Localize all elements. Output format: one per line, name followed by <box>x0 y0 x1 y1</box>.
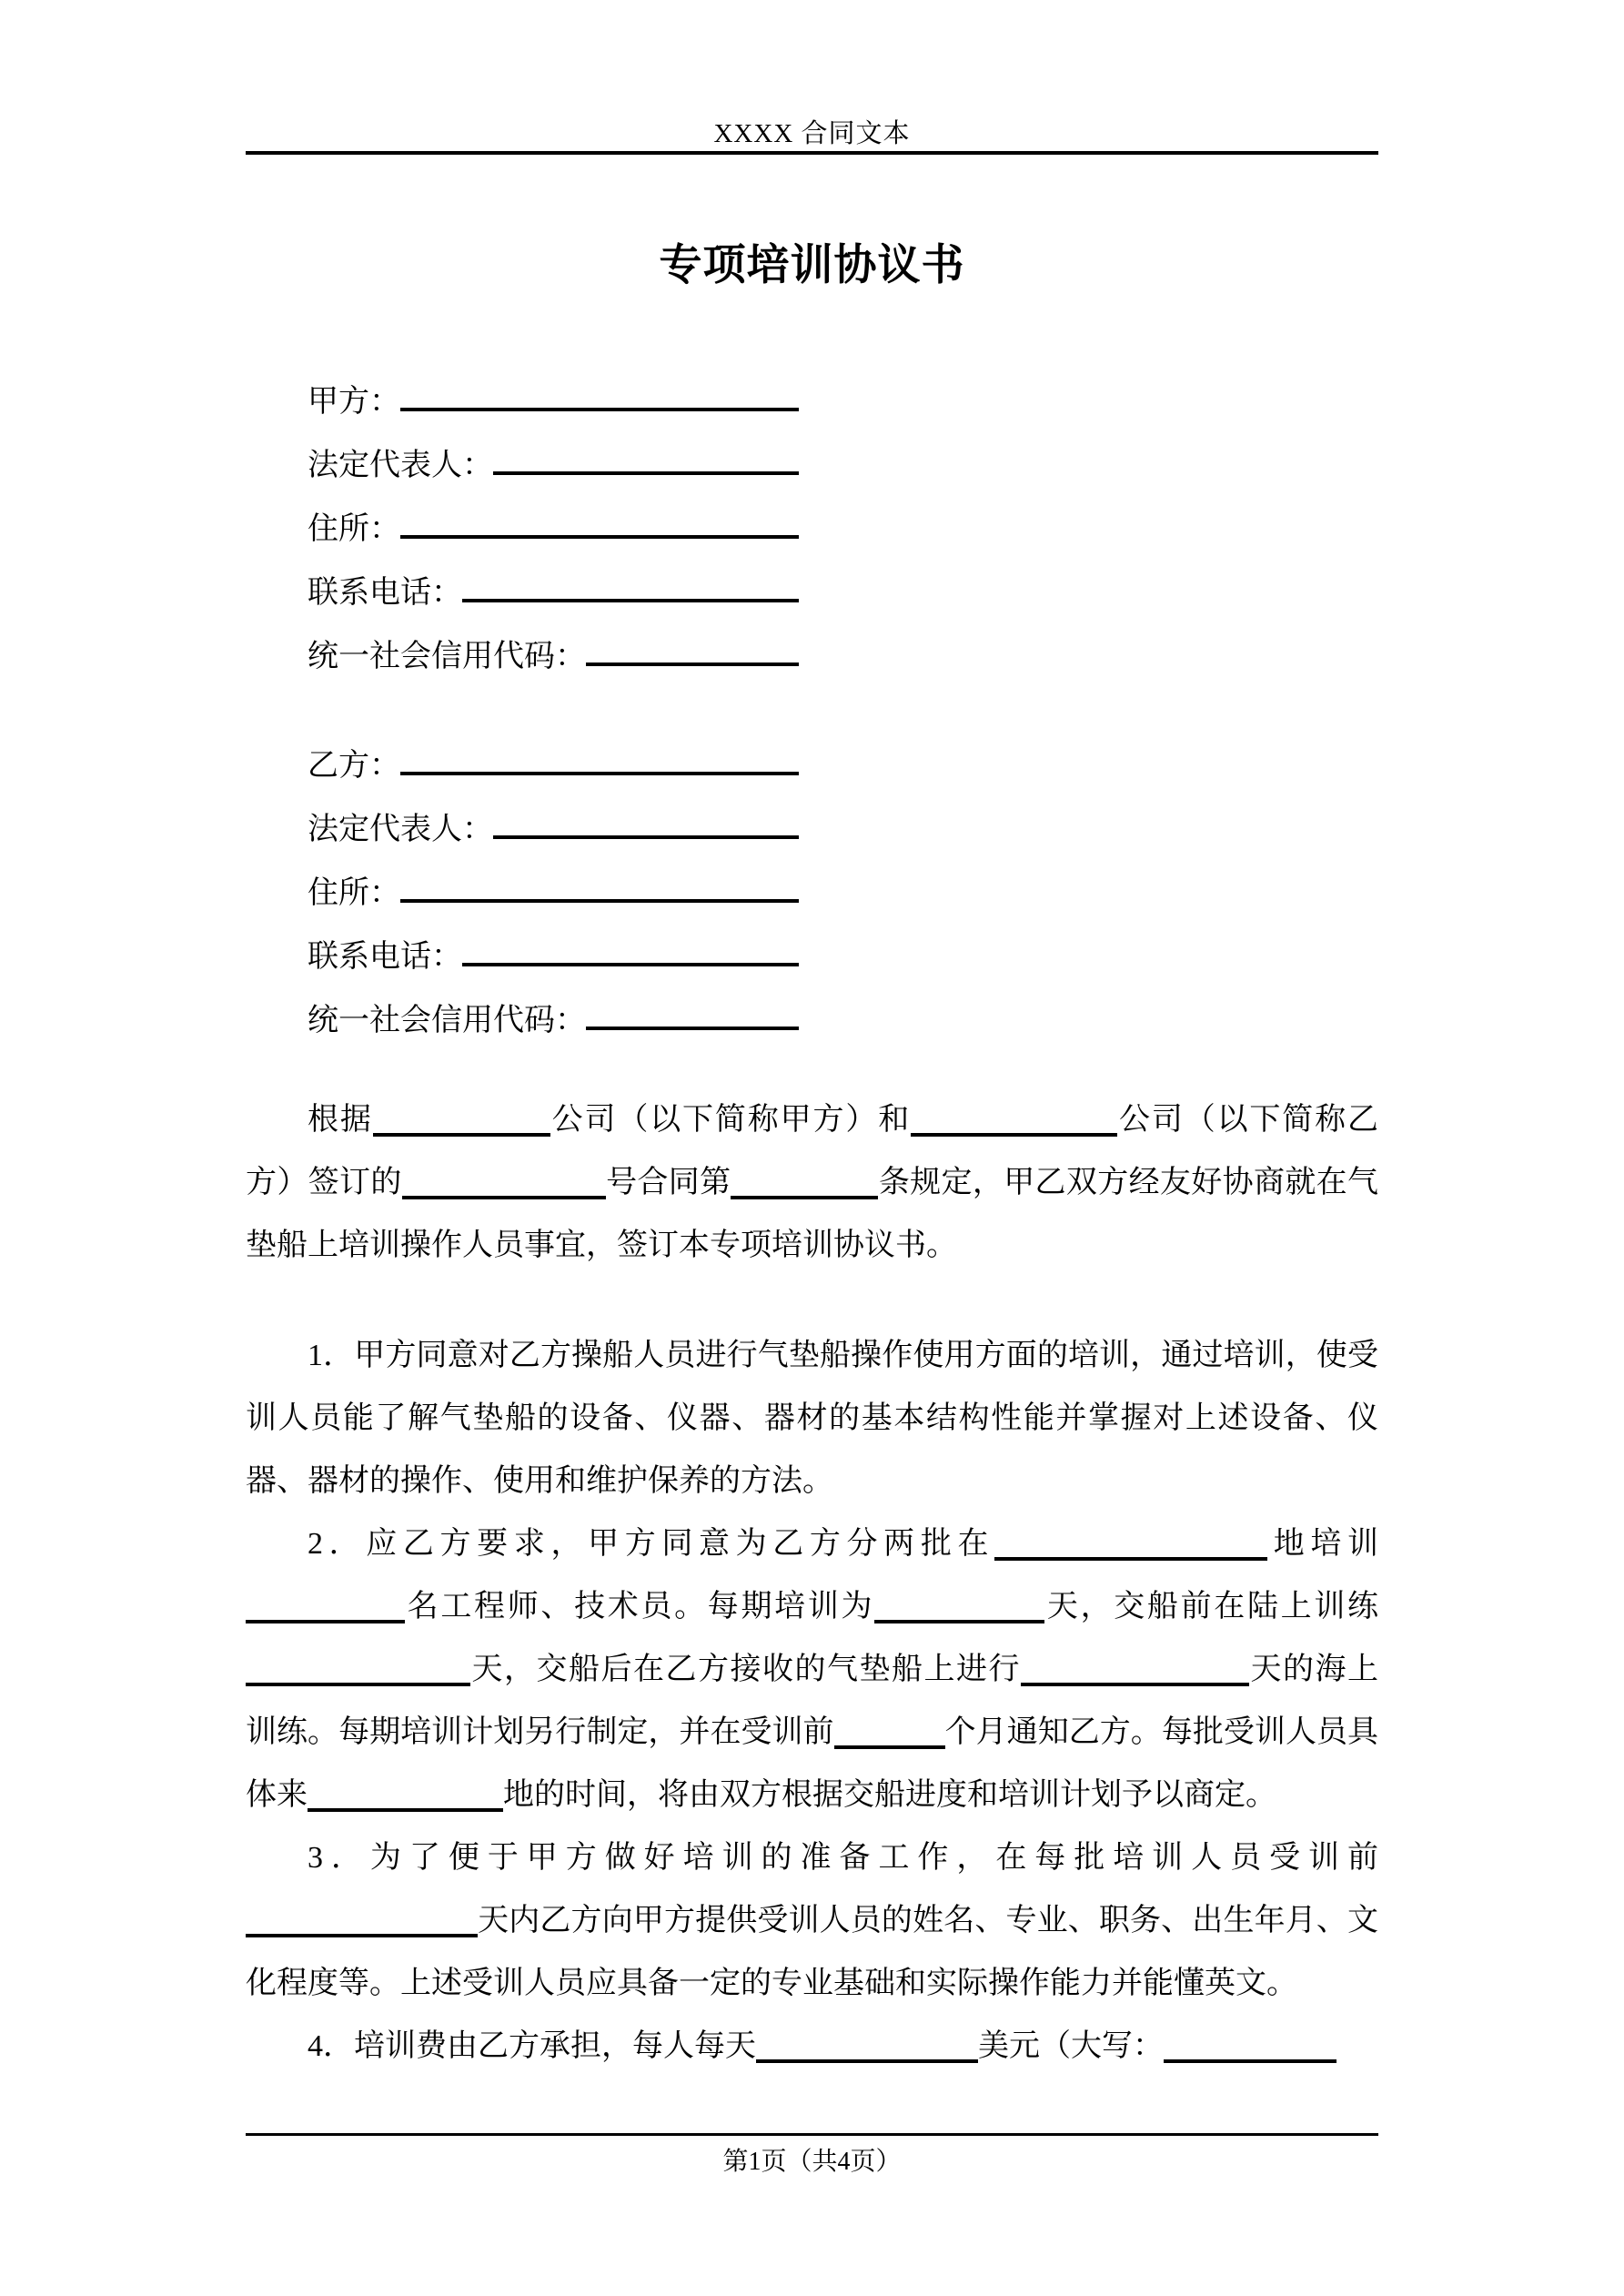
blank-field[interactable] <box>462 588 799 602</box>
text-segment: 号合同第 <box>605 1166 731 1199</box>
field-label: 住所： <box>308 512 400 546</box>
party-b-block <box>246 734 1378 1053</box>
text-segment: 天的海上训练。每期培训计划另行制定，并在受训前 <box>246 1653 1378 1749</box>
page-number: 第1页（共4页） <box>722 2148 902 2176</box>
field-label: 统一社会信用代码： <box>308 1004 586 1037</box>
field-label: 联系电话： <box>308 576 462 610</box>
blank-field[interactable] <box>493 824 799 839</box>
page-footer <box>246 2133 1378 2178</box>
clause-paragraph <box>246 1512 1378 1826</box>
text-segment: 公司（以下简称乙方）签订的 <box>246 1103 1379 1199</box>
text-segment: 2．应乙方要求，甲方同意为乙方分两批在 <box>308 1527 995 1561</box>
text-segment: 名工程师、技术员。每期培训为 <box>405 1590 875 1623</box>
text-segment: 公司（以下简称甲方）和 <box>550 1103 912 1137</box>
blank-field[interactable] <box>246 1923 478 1937</box>
form-field-row <box>246 561 799 625</box>
blank-field[interactable] <box>994 1546 1267 1561</box>
clause-paragraph <box>246 1324 1378 1512</box>
text-segment: 天，交船后在乙方接收的气垫船上进行 <box>470 1653 1021 1686</box>
blank-field[interactable] <box>400 761 799 775</box>
blank-field[interactable] <box>246 1609 405 1623</box>
form-field-row <box>246 434 799 498</box>
clause-paragraph <box>246 2015 1378 2078</box>
blank-field[interactable] <box>246 1672 470 1686</box>
blank-field[interactable] <box>731 1185 878 1199</box>
contract-clauses <box>246 1088 1378 2078</box>
text-segment: 个月通知乙方。每批受训人员具体来 <box>246 1715 1379 1812</box>
page-header <box>246 0 1378 155</box>
form-field-row <box>246 989 799 1053</box>
form-field-row <box>246 862 799 925</box>
blank-field[interactable] <box>834 1735 945 1749</box>
document-title: 专项培训协议书 <box>659 240 965 288</box>
form-field-row <box>246 498 799 561</box>
blank-field[interactable] <box>586 1016 799 1030</box>
text-segment: 4．培训费由乙方承担，每人每天 <box>308 2029 756 2063</box>
field-label: 法定代表人： <box>308 813 493 846</box>
blank-field[interactable] <box>373 1122 550 1137</box>
form-field-row <box>246 798 799 862</box>
blank-field[interactable] <box>400 524 799 539</box>
blank-field[interactable] <box>874 1609 1044 1623</box>
header-title: XXXX 合同文本 <box>713 119 911 148</box>
field-label: 甲方： <box>308 385 400 419</box>
blank-field[interactable] <box>1164 2048 1337 2063</box>
text-segment: 地培训 <box>1267 1527 1379 1561</box>
form-field-row <box>246 734 799 798</box>
blank-field[interactable] <box>400 888 799 903</box>
text-segment: 1．甲方同意对乙方操船人员进行气垫船操作使用方面的培训，通过培训，使受训人员能了解气垫船的设备、仪器、器材的基本结构性能并掌握对上述设备、仪器、器材的操作、使用和维护保养的方法。 <box>246 1339 1378 1498</box>
blank-field[interactable] <box>462 952 799 966</box>
field-label: 统一社会信用代码： <box>308 640 586 673</box>
party-a-block <box>246 370 1378 689</box>
blank-field[interactable] <box>400 397 799 411</box>
blank-field[interactable] <box>1021 1672 1249 1686</box>
text-segment: 天，交船前在陆上训练 <box>1044 1590 1379 1623</box>
blank-field[interactable] <box>756 2048 978 2063</box>
field-label: 乙方： <box>308 749 400 783</box>
form-field-row <box>246 925 799 989</box>
footer-divider <box>246 2133 1378 2136</box>
field-label: 住所： <box>308 876 400 910</box>
blank-field[interactable] <box>402 1185 606 1199</box>
field-label: 法定代表人： <box>308 449 493 482</box>
clause-paragraph <box>246 1826 1378 2015</box>
blank-field[interactable] <box>586 652 799 666</box>
form-field-row <box>246 370 799 434</box>
blank-field[interactable] <box>911 1122 1117 1137</box>
form-field-row <box>246 625 799 689</box>
blank-field[interactable] <box>493 460 799 475</box>
text-segment: 地的时间，将由双方根据交船进度和培训计划予以商定。 <box>503 1778 1276 1812</box>
text-segment: 3．为了便于甲方做好培训的准备工作，在每批培训人员受训前 <box>308 1841 1378 1875</box>
blank-field[interactable] <box>308 1797 503 1812</box>
field-label: 联系电话： <box>308 940 462 974</box>
header-divider <box>246 151 1378 155</box>
text-segment: 天内乙方向甲方提供受训人员的姓名、专业、职务、出生年月、文化程度等。上述受训人员应具备一定的专业基础和实际操作能力并能懂英文。 <box>246 1904 1378 2000</box>
text-segment: 美元（大写： <box>978 2029 1164 2063</box>
text-segment: 条规定，甲乙双方经友好协商就在气垫船上培训操作人员事宜，签订本专项培训协议书。 <box>246 1166 1379 1262</box>
clause-paragraph <box>246 1088 1378 1277</box>
text-segment: 根据 <box>308 1103 373 1137</box>
